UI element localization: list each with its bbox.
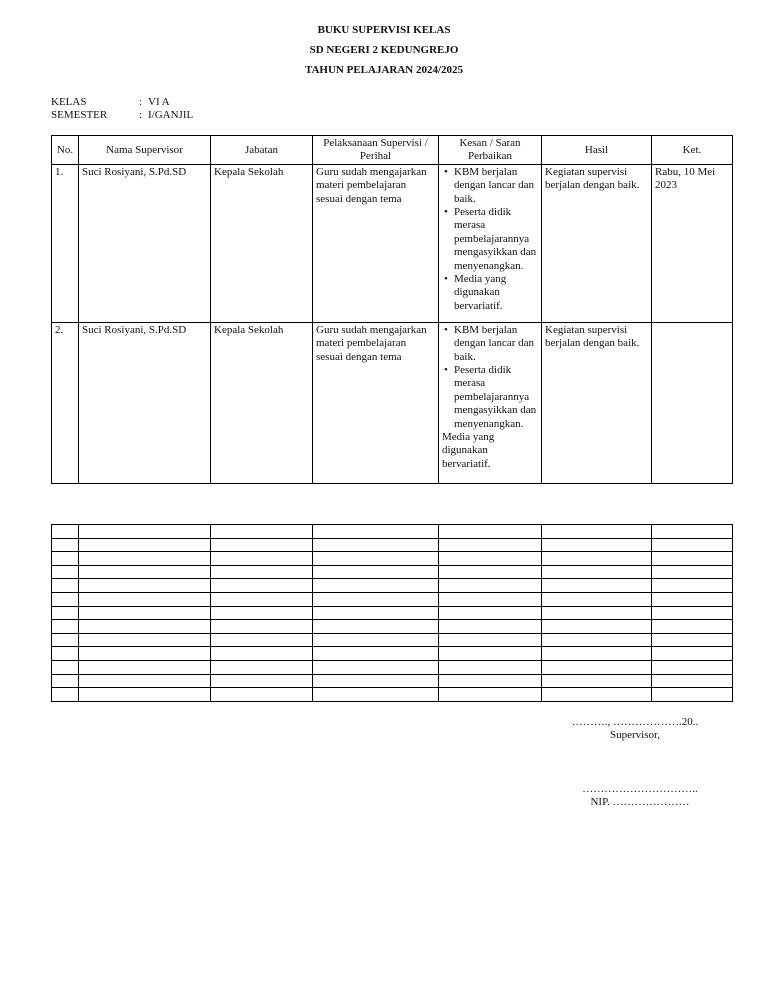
blank-row (52, 647, 733, 661)
blank-cell (439, 565, 542, 579)
blank-cell (439, 552, 542, 566)
blank-cell (542, 552, 652, 566)
blank-cell (652, 674, 733, 688)
blank-cell (313, 633, 439, 647)
blank-cell (313, 606, 439, 620)
blank-cell (79, 606, 211, 620)
feedback-list (442, 324, 538, 431)
table-row (52, 164, 733, 322)
blank-cell (439, 660, 542, 674)
blank-cell (542, 592, 652, 606)
signature-role: Supervisor, (610, 729, 660, 741)
blank-row (52, 633, 733, 647)
blank-cell (79, 552, 211, 566)
blank-cell (313, 674, 439, 688)
blank-row (52, 674, 733, 688)
signature-nip: NIP. ………………… (590, 796, 690, 808)
blank-cell (211, 660, 313, 674)
blank-cell (439, 606, 542, 620)
blank-cell (542, 633, 652, 647)
blank-cell (79, 647, 211, 661)
supervision-table (51, 135, 733, 484)
blank-cell (313, 620, 439, 634)
feedback-item: • Media yang digunakan bervariatif. (442, 273, 538, 313)
blank-cell (542, 606, 652, 620)
class-value: VI A (148, 96, 170, 108)
blank-row (52, 606, 733, 620)
blank-cell (542, 565, 652, 579)
blank-cell (79, 660, 211, 674)
blank-cell (652, 565, 733, 579)
semester-info (51, 109, 193, 122)
blank-cell (211, 674, 313, 688)
row-feedback (439, 164, 542, 322)
blank-cell (211, 552, 313, 566)
col-position: Jabatan (211, 136, 313, 165)
feedback-item: • KBM berjalan dengan lancar dan baik. (442, 166, 538, 206)
blank-cell (542, 647, 652, 661)
blank-cell (542, 660, 652, 674)
row-result: Kegiatan supervisi berjalan dengan baik. (542, 164, 652, 322)
blank-cell (79, 592, 211, 606)
row-feedback (439, 322, 542, 483)
blank-cell (439, 633, 542, 647)
blank-cell (79, 525, 211, 539)
blank-cell (542, 620, 652, 634)
feedback-item: • Peserta didik merasa pembelajarannya mengasyikkan dan menyenangkan. (442, 206, 538, 273)
blank-cell (313, 579, 439, 593)
blank-cell (439, 620, 542, 634)
feedback-extra: Media yang digunakan bervariatif. (442, 431, 495, 470)
blank-cell (52, 552, 79, 566)
blank-cell (52, 633, 79, 647)
blank-cell (211, 525, 313, 539)
academic-year: TAHUN PELAJARAN 2024/2025 (304, 64, 464, 76)
blank-cell (79, 538, 211, 552)
blank-cell (79, 565, 211, 579)
blank-row (52, 565, 733, 579)
blank-cell (52, 660, 79, 674)
blank-row (52, 552, 733, 566)
blank-cell (652, 660, 733, 674)
blank-cell (652, 579, 733, 593)
blank-cell (652, 633, 733, 647)
blank-cell (52, 565, 79, 579)
blank-cell (211, 538, 313, 552)
feedback-item: • Peserta didik merasa pembelajarannya mengasyikkan dan menyenangkan. (442, 364, 538, 431)
blank-cell (313, 538, 439, 552)
col-feedback: Kesan / Saran Perbaikan (439, 136, 542, 165)
blank-cell (52, 688, 79, 702)
blank-row (52, 525, 733, 539)
blank-cell (211, 565, 313, 579)
blank-row (52, 620, 733, 634)
blank-cell (313, 647, 439, 661)
col-activity: Pelaksanaan Supervisi / Perihal (313, 136, 439, 165)
blank-cell (439, 688, 542, 702)
row-position: Kepala Sekolah (211, 164, 313, 322)
blank-cell (211, 647, 313, 661)
blank-cell (79, 633, 211, 647)
blank-cell (211, 592, 313, 606)
blank-cell (313, 592, 439, 606)
col-name: Nama Supervisor (79, 136, 211, 165)
blank-cell (313, 688, 439, 702)
blank-cell (652, 592, 733, 606)
blank-cell (52, 647, 79, 661)
blank-cell (652, 538, 733, 552)
blank-cell (211, 633, 313, 647)
semester-value: I/GANJIL (148, 109, 194, 121)
blank-cell (542, 688, 652, 702)
blank-cell (542, 579, 652, 593)
blank-cell (79, 688, 211, 702)
blank-cell (313, 552, 439, 566)
row-name: Suci Rosiyani, S.Pd.SD (79, 322, 211, 483)
blank-cell (542, 674, 652, 688)
row-activity: Guru sudah mengajarkan materi pembelajaran sesuai dengan tema (313, 164, 439, 322)
blank-cell (652, 552, 733, 566)
blank-cell (313, 660, 439, 674)
blank-cell (52, 538, 79, 552)
blank-cell (439, 674, 542, 688)
blank-table (51, 524, 733, 702)
blank-cell (79, 579, 211, 593)
blank-cell (652, 688, 733, 702)
class-sep: : (139, 96, 143, 108)
feedback-item: • KBM berjalan dengan lancar dan baik. (442, 324, 538, 364)
row-result: Kegiatan supervisi berjalan dengan baik. (542, 322, 652, 483)
row-no: 2. (52, 322, 79, 483)
blank-cell (439, 647, 542, 661)
blank-cell (313, 565, 439, 579)
blank-cell (52, 579, 79, 593)
doc-title: BUKU SUPERVISI KELAS (317, 24, 451, 36)
row-note (652, 322, 733, 483)
blank-cell (542, 525, 652, 539)
blank-cell (211, 620, 313, 634)
blank-cell (211, 579, 313, 593)
blank-cell (52, 592, 79, 606)
col-no: No. (52, 136, 79, 165)
blank-cell (313, 525, 439, 539)
blank-cell (652, 620, 733, 634)
col-result: Hasil (542, 136, 652, 165)
col-note: Ket. (652, 136, 733, 165)
blank-cell (211, 688, 313, 702)
blank-cell (652, 647, 733, 661)
school-name: SD NEGERI 2 KEDUNGREJO (309, 44, 459, 56)
semester-sep: : (139, 109, 143, 121)
table-row (52, 322, 733, 483)
row-activity: Guru sudah mengajarkan materi pembelajaran sesuai dengan tema (313, 322, 439, 483)
blank-cell (652, 606, 733, 620)
class-info (51, 96, 170, 109)
blank-row (52, 688, 733, 702)
blank-cell (439, 579, 542, 593)
blank-cell (52, 606, 79, 620)
blank-cell (52, 620, 79, 634)
blank-cell (439, 538, 542, 552)
feedback-list (442, 166, 538, 313)
semester-label: SEMESTER (51, 109, 108, 121)
blank-cell (79, 674, 211, 688)
row-note: Rabu, 10 Mei 2023 (652, 164, 733, 322)
blank-row (52, 660, 733, 674)
blank-cell (52, 525, 79, 539)
class-label: KELAS (51, 96, 87, 108)
blank-cell (652, 525, 733, 539)
row-name: Suci Rosiyani, S.Pd.SD (79, 164, 211, 322)
signature-name-line: ………………………….. (582, 783, 698, 795)
blank-cell (79, 620, 211, 634)
signature-place-date: ………., ……………….20.. (571, 716, 699, 728)
blank-cell (52, 674, 79, 688)
blank-cell (439, 592, 542, 606)
row-no: 1. (52, 164, 79, 322)
blank-row (52, 538, 733, 552)
blank-cell (211, 606, 313, 620)
blank-row (52, 579, 733, 593)
table-header-row (52, 136, 733, 165)
blank-cell (439, 525, 542, 539)
blank-cell (542, 538, 652, 552)
blank-row (52, 592, 733, 606)
row-position: Kepala Sekolah (211, 322, 313, 483)
